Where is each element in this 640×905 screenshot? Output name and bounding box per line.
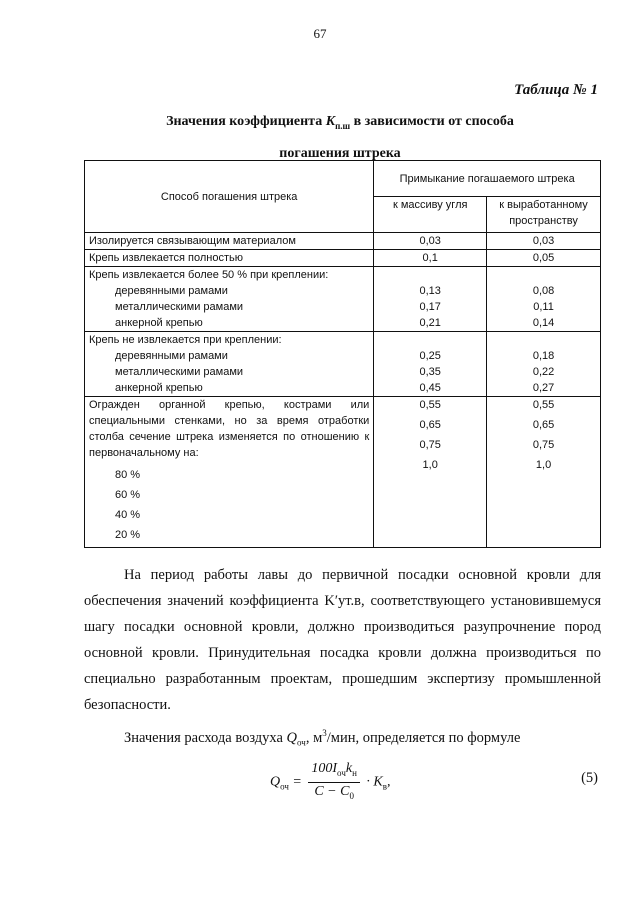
title-symbol-sub: п.ш xyxy=(335,120,351,131)
group-value: 0,27 xyxy=(532,382,555,394)
group-item: анкерной крепью xyxy=(115,317,203,329)
group-value: 1,0 xyxy=(535,459,552,471)
formula-factor: · K xyxy=(366,774,383,790)
group-value: 0,55 xyxy=(419,399,441,411)
formula-factor-sub: в xyxy=(382,781,387,792)
group-value: 0,65 xyxy=(532,419,555,431)
group-item: 80 % xyxy=(115,469,141,481)
group-value: 1,0 xyxy=(422,459,438,471)
group-item: 60 % xyxy=(115,489,141,501)
title-text-2: в зависимости от способа xyxy=(350,114,514,129)
group-value: 0,14 xyxy=(532,317,555,329)
header-col1: к массиву угля xyxy=(374,197,487,233)
formula-lhs: Q xyxy=(270,774,281,790)
formula xyxy=(270,760,390,805)
paragraph-2-text-2: , м xyxy=(305,729,323,746)
group-value: 0,21 xyxy=(419,317,441,329)
group-item: анкерной крепью xyxy=(115,382,203,394)
group-section-change xyxy=(85,397,374,548)
group-value: 0,55 xyxy=(532,399,555,411)
group-value: 0,13 xyxy=(419,285,441,297)
group-value: 0,22 xyxy=(532,366,555,378)
header-col2: к выработанному пространству xyxy=(487,197,601,233)
group-values-col2 xyxy=(487,397,601,548)
body-paragraph-2 xyxy=(84,720,601,756)
group-item: металлическими рамами xyxy=(115,366,244,378)
group-item: деревянными рамами xyxy=(115,350,228,362)
table-label: Таблица № 1 xyxy=(514,82,598,98)
group-value: 0,65 xyxy=(419,419,441,431)
group-value: 0,18 xyxy=(532,350,555,362)
group-value: 0,75 xyxy=(419,439,441,451)
header-method: Способ погашения штрека xyxy=(85,161,374,233)
row-value-col2: 0,03 xyxy=(487,233,601,250)
row-method: Изолируется связывающим материалом xyxy=(85,233,374,250)
group-value: 0,17 xyxy=(419,301,441,313)
group-value: 0,75 xyxy=(532,439,555,451)
row-value-col1: 0,03 xyxy=(374,233,487,250)
paragraph-2-symbol-sub: оч xyxy=(297,737,306,748)
row-value-col1: 0,1 xyxy=(374,250,487,267)
paragraph-1-text: На период работы лавы до первичной посадки основной кровли для обеспечения значений коэффициента K′ут.в, соответствующего установившемуся шагу посадки основной кровли, должно производиться разупрочнение пород основной кровли. Принудительная посадка кровли должна производиться по специально разработанным проектам, прошедшим экспертизу промышленной безопасности. xyxy=(84,567,601,713)
title-text-3: погашения штрека xyxy=(279,145,401,161)
formula-tail: , xyxy=(386,774,391,790)
group-heading: Крепь извлекается более 50 % при креплении: xyxy=(89,269,329,281)
group-values-col2 xyxy=(487,267,601,332)
group-value: 0,11 xyxy=(533,301,554,313)
formula-equals: = xyxy=(292,774,302,790)
group-heading: Крепь не извлекается при креплении: xyxy=(89,334,282,346)
row-method: Крепь извлекается полностью xyxy=(85,250,374,267)
row-value-col2: 0,05 xyxy=(487,250,601,267)
group-values-col1 xyxy=(374,267,487,332)
group-item: металлическими рамами xyxy=(115,301,244,313)
group-value: 0,08 xyxy=(532,285,555,297)
paragraph-2-text-1: Значения расхода воздуха xyxy=(124,729,287,746)
paragraph-2-text-3: /мин, определяется по формуле xyxy=(326,729,521,746)
table-title xyxy=(70,108,610,167)
group-item: деревянными рамами xyxy=(115,285,228,297)
group-item: 40 % xyxy=(115,509,141,521)
group-value: 0,45 xyxy=(419,382,441,394)
group-values-col1 xyxy=(374,332,487,397)
header-adjacency: Примыкание погашаемого штрека xyxy=(374,161,601,197)
group-item: 20 % xyxy=(115,529,141,541)
body-paragraph-1 xyxy=(84,562,601,718)
formula-numerator: $100I_{оч}k_н$ xyxy=(308,760,360,783)
group-heading: Огражден органной крепью, кострами или специальными стенками, но за время отработки столба сечение штрека изменяется по отношению к первоначальному на: xyxy=(89,399,370,459)
title-text-1: Значения коэффициента xyxy=(166,114,326,129)
title-symbol: K xyxy=(325,114,336,129)
group-value: 0,35 xyxy=(419,366,441,378)
group-values-col2 xyxy=(487,332,601,397)
formula-fraction xyxy=(308,760,360,805)
page-number: 67 xyxy=(313,26,327,41)
group-not-removed xyxy=(85,332,374,397)
coefficient-table xyxy=(84,160,601,548)
formula-number: (5) xyxy=(581,770,598,786)
formula-denominator: $C - C_0$ xyxy=(314,783,354,801)
group-removed-over-50 xyxy=(85,267,374,332)
formula-lhs-sub: оч xyxy=(280,781,289,792)
paragraph-2-sup: 3 xyxy=(322,728,327,738)
group-values-col1 xyxy=(374,397,487,548)
group-value: 0,25 xyxy=(419,350,441,362)
paragraph-2-symbol: Q xyxy=(286,729,298,746)
